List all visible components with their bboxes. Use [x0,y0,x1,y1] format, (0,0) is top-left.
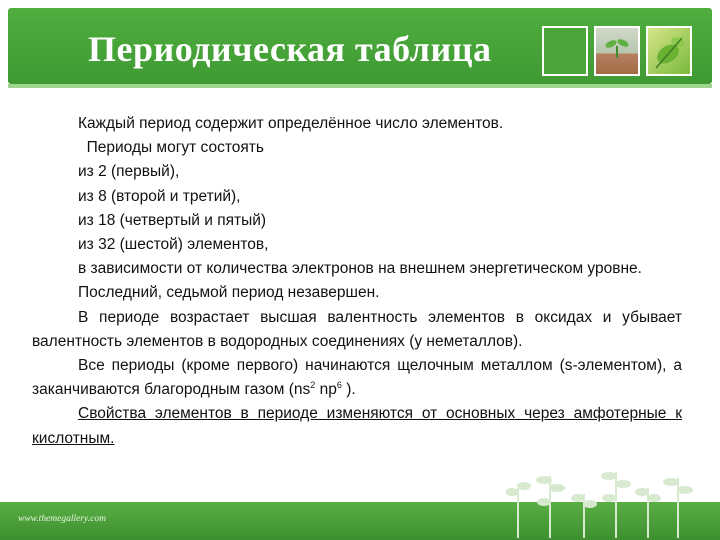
leaf-image [646,26,692,76]
superscript: 6 [336,380,342,391]
paragraph: Последний, седьмой период незавершен. [78,284,380,302]
header-bar [8,8,712,84]
plants-decoration [506,458,706,538]
slide-title: Периодическая таблица [88,29,492,69]
list-item: из 2 (первый), [78,163,180,181]
list-item: из 32 (шестой) элементов, [78,236,269,254]
formula-paragraph [32,354,682,402]
list-item [32,136,682,160]
header-images [542,26,692,76]
list-item-text: Периоды могут состоять [86,139,264,157]
formula-text-mid: np [315,381,337,399]
sprout-soil-image [594,26,640,76]
header-divider [8,84,712,88]
paragraph: Каждый период содержит определённое число элементов. [78,115,504,132]
footer-website: www.themegallery.com [18,514,106,524]
paragraph: В периоде возрастает высшая валентность элементов в оксидах и убывает валентность элементов в водородных соединениях (у неметаллов). [32,308,682,350]
green-square-image [542,26,588,76]
formula-text-after: ). [341,381,356,399]
underlined-paragraph: Свойства элементов в периоде изменяются от основных через амфотерные к кислотным. [32,405,682,447]
superscript: 2 [310,380,316,391]
slide-body [32,112,682,451]
list-item: из 18 (четвертый и пятый) [78,211,267,229]
formula-text-before: Все периоды (кроме первого) начинаются щелочным металлом (s-элементом), а заканчиваются благородным газом (ns [32,357,682,399]
paragraph: в зависимости от количества электронов на внешнем энергетическом уровне. [78,260,642,278]
list-item: из 8 (второй и третий), [78,187,241,205]
